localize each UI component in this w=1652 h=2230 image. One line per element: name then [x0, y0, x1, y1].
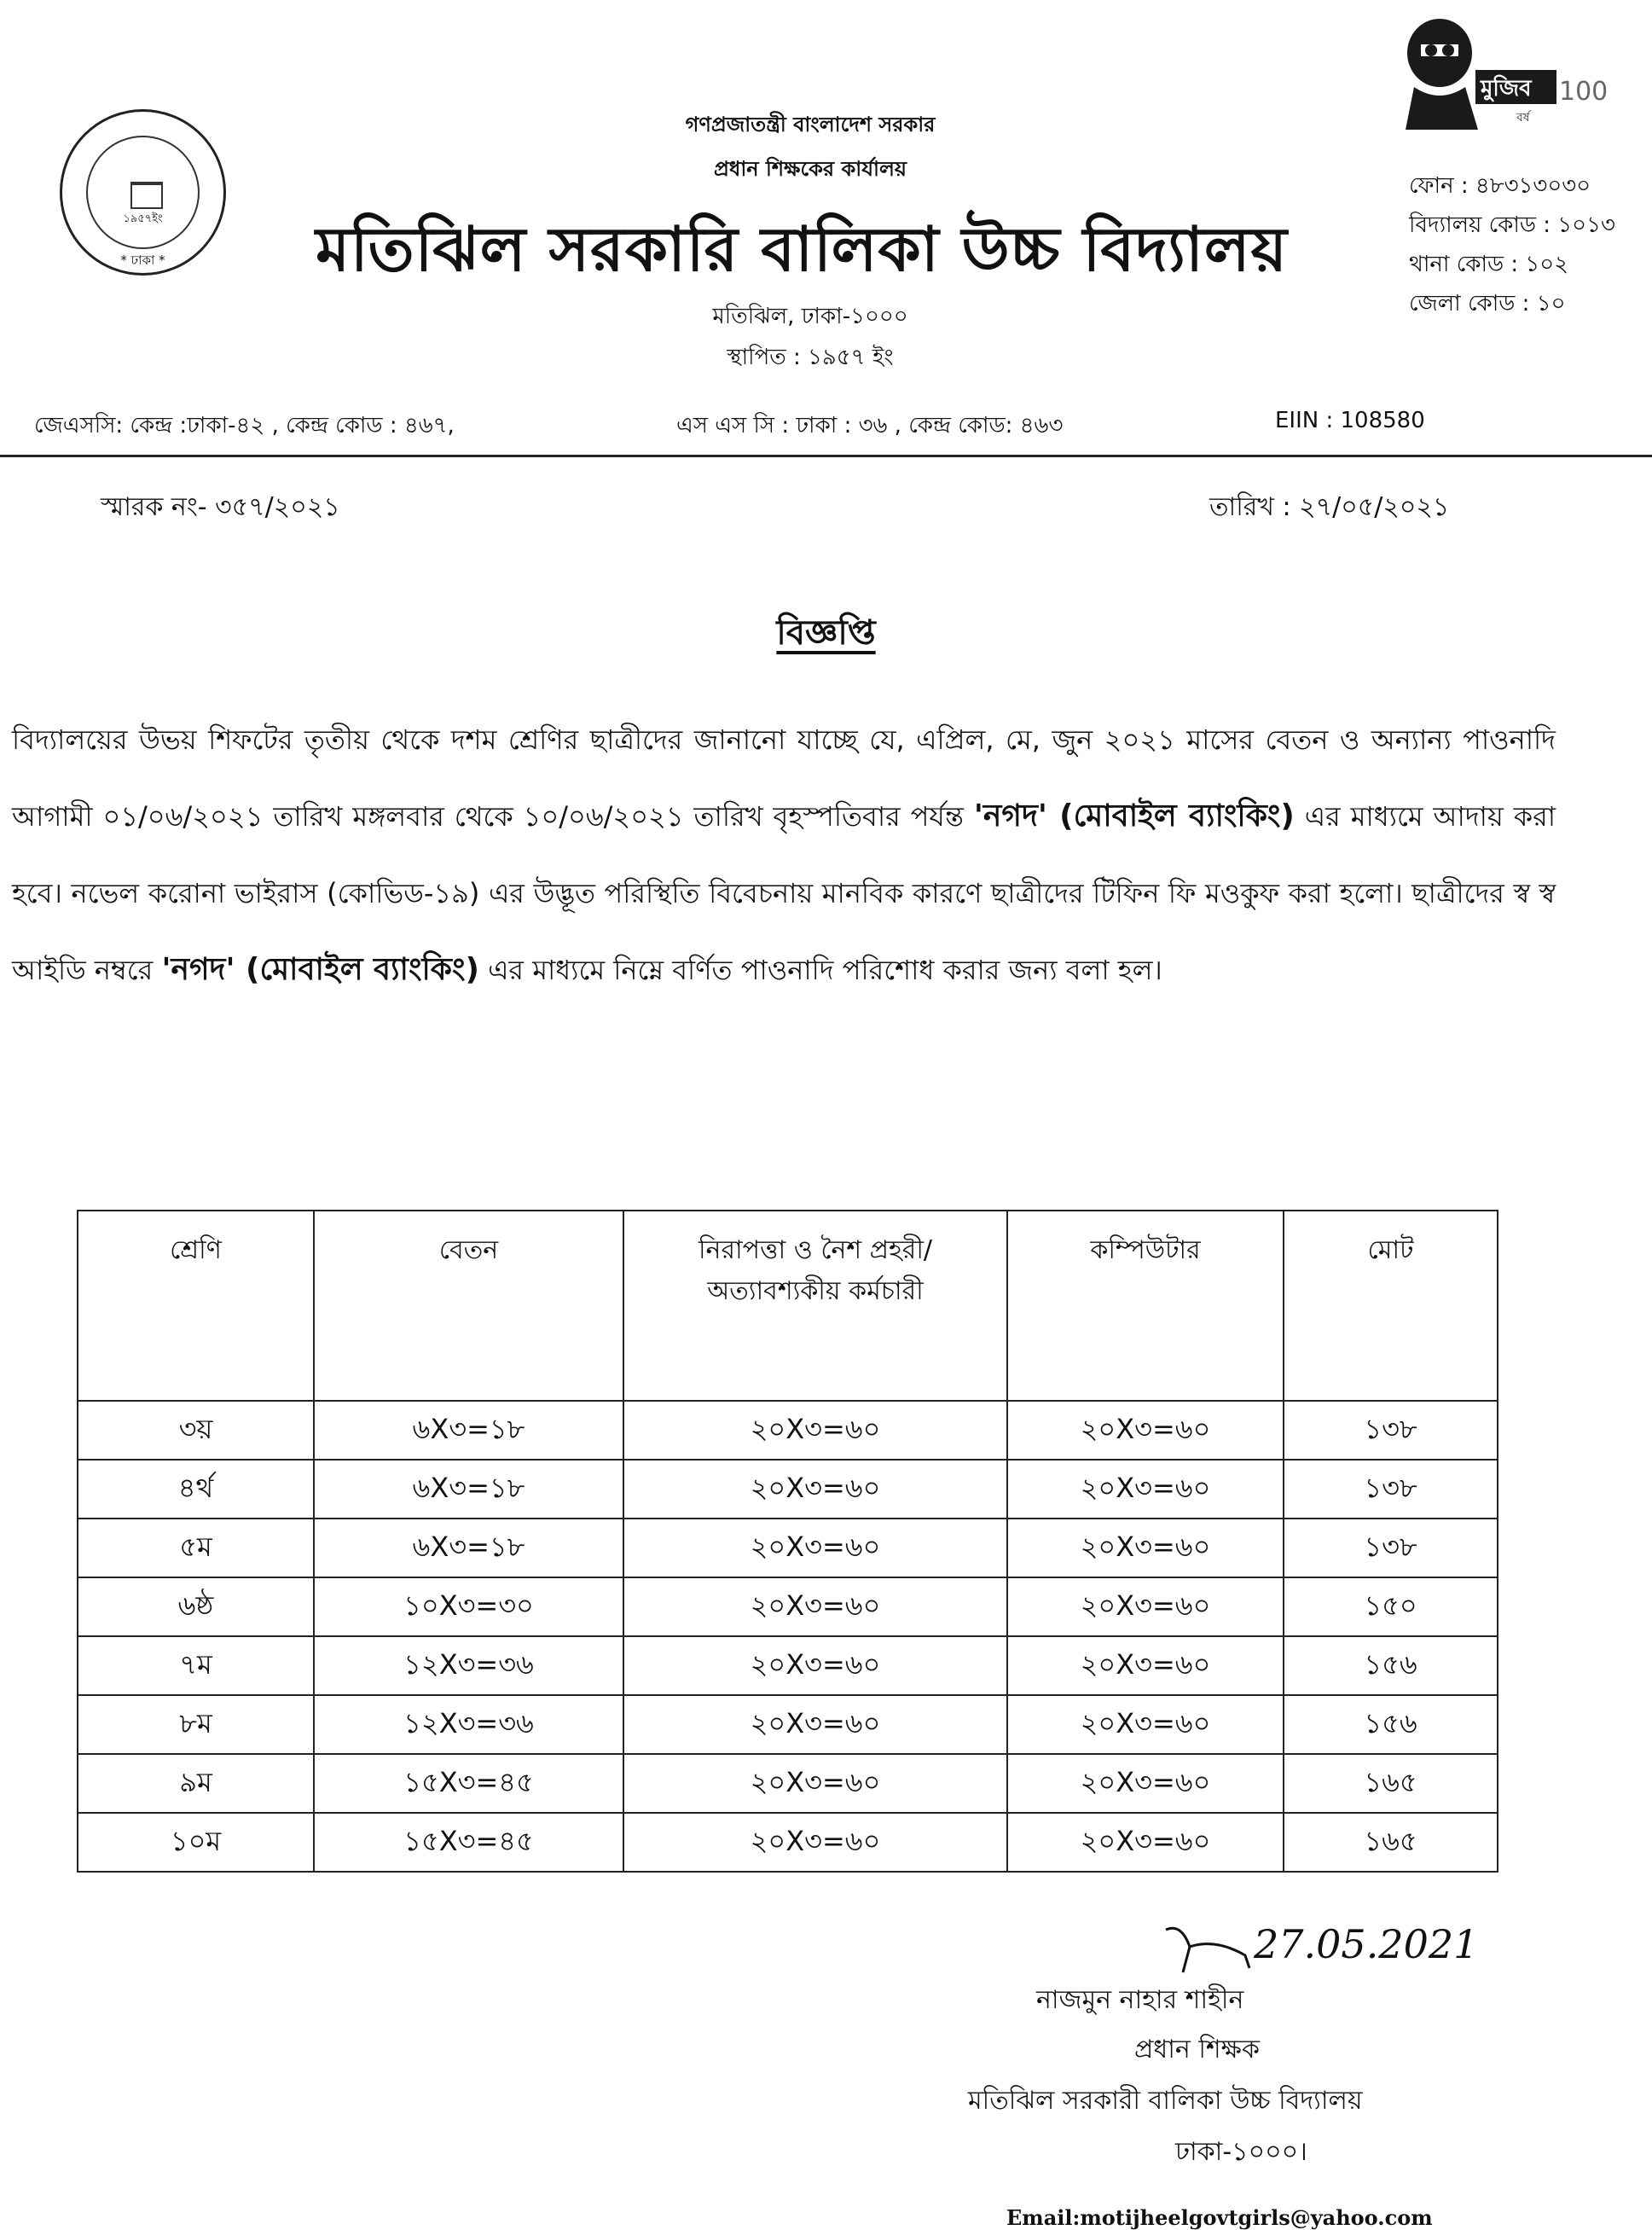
table-row — [78, 1695, 1498, 1754]
computer-cell: ২০X৩=৬০ — [1007, 1695, 1284, 1754]
notice-text-3: এর মাধ্যমে নিম্নে বর্ণিত পাওনাদি পরিশোধ করার জন্য বলা হল। — [478, 954, 1162, 986]
total-cell: ১৩৮ — [1284, 1460, 1498, 1519]
notice-heading — [0, 606, 1652, 663]
salary-cell: ১০X৩=৩০ — [314, 1577, 623, 1636]
total-cell: ১৫৬ — [1284, 1695, 1498, 1754]
salary-cell: ৬X৩=১৮ — [314, 1519, 623, 1577]
total-cell: ১৫০ — [1284, 1577, 1498, 1636]
table-row — [78, 1636, 1498, 1695]
fee-table — [77, 1210, 1498, 1873]
eiin-number: EIIN : 108580 — [1275, 408, 1425, 433]
class-cell: ৫ম — [78, 1519, 314, 1577]
total-cell: ১৬৫ — [1284, 1813, 1498, 1872]
security-cell: ২০X৩=৬০ — [623, 1636, 1007, 1695]
emblem-sub: বর্ষ — [1516, 111, 1530, 125]
signatory-city: ঢাকা-১০০০। — [1175, 2137, 1307, 2167]
government-line: গণপ্রজাতন্ত্রী বাংলাদেশ সরকার — [685, 113, 936, 136]
memo-date: তারিখ : ২৭/০৫/২০২১ — [1209, 492, 1450, 522]
security-cell: ২০X৩=৬০ — [623, 1577, 1007, 1636]
total-cell: ১৩৮ — [1284, 1519, 1498, 1577]
nagad-mention-2: 'নগদ' (মোবাইল ব্যাংকিং) — [161, 952, 479, 987]
signatory-name: নাজমুন নাহার শাহীন — [1036, 1985, 1244, 2015]
notice-text-2: এর মাধ্যমে আদায় করা হবে। নভেল করোনা ভাইরাস (কোভিড-১৯) এর উদ্ভূত পরিস্থিতি বিবেচনায় মানবিক কারণে ছাত্রীদের টিফিন ফি মওকুফ করা হলো। ছাত্রীদের স্ব স্ব আইডি নম্বরে — [12, 800, 1556, 986]
signatory-designation: প্রধান শিক্ষক — [1134, 2035, 1260, 2064]
established-year: স্থাপিত : ১৯৫৭ ইং — [727, 345, 894, 370]
computer-cell: ২০X৩=৬০ — [1007, 1754, 1284, 1813]
school-seal — [60, 109, 226, 276]
header-total: মোট — [1284, 1211, 1498, 1401]
table-row — [78, 1813, 1498, 1872]
class-cell: ৮ম — [78, 1695, 314, 1754]
salary-cell: ১৫X৩=৪৫ — [314, 1813, 623, 1872]
table-row — [78, 1460, 1498, 1519]
emblem-text: মুজিব — [1481, 76, 1532, 102]
salary-cell: ৬X৩=১৮ — [314, 1401, 623, 1460]
computer-cell: ২০X৩=৬০ — [1007, 1577, 1284, 1636]
school-name: মতিঝিল সরকারি বালিকা উচ্চ বিদ্যালয় — [316, 213, 1288, 285]
class-cell: ৪র্থ — [78, 1460, 314, 1519]
table-row — [78, 1754, 1498, 1813]
computer-cell: ২০X৩=৬০ — [1007, 1813, 1284, 1872]
security-cell: ২০X৩=৬০ — [623, 1695, 1007, 1754]
school-address: মতিঝিল, ঢাকা-১০০০ — [712, 304, 908, 329]
salary-cell: ১৫X৩=৪৫ — [314, 1754, 623, 1813]
signatory-school: মতিঝিল সরকারী বালিকা উচ্চ বিদ্যালয় — [968, 2086, 1363, 2116]
security-cell: ২০X৩=৬০ — [623, 1754, 1007, 1813]
class-cell: ৯ম — [78, 1754, 314, 1813]
signature-date: 27.05.2021 — [1254, 1921, 1479, 1967]
mujib-100-emblem — [1380, 10, 1636, 130]
fee-table-header — [78, 1211, 1498, 1401]
book-icon — [130, 182, 163, 209]
seal-year: ১৯৫৭ইং — [123, 212, 163, 225]
total-cell: ১৬৫ — [1284, 1754, 1498, 1813]
jsc-centre: জেএসসি: কেন্দ্র :ঢাকা-৪২ , কেন্দ্র কোড : ৪৬৭, — [34, 413, 455, 438]
security-cell: ২০X৩=৬০ — [623, 1519, 1007, 1577]
notice-heading-text: বিজ্ঞপ্তি — [776, 613, 876, 653]
school-code: বিদ্যালয় কোড : ১০১৩ — [1409, 212, 1615, 238]
phone-number: ফোন : ৪৮৩১৩০৩০ — [1409, 173, 1591, 199]
computer-cell: ২০X৩=৬০ — [1007, 1460, 1284, 1519]
computer-cell: ২০X৩=৬০ — [1007, 1636, 1284, 1695]
table-row — [78, 1577, 1498, 1636]
ssc-centre: এস এস সি : ঢাকা : ৩৬ , কেন্দ্র কোড: ৪৬৩ — [676, 413, 1064, 438]
header-divider — [0, 455, 1652, 457]
table-row — [78, 1401, 1498, 1460]
notice-body — [12, 701, 1556, 1008]
emblem-number: 100 — [1559, 77, 1609, 107]
total-cell: ১৩৮ — [1284, 1401, 1498, 1460]
office-line: প্রধান শিক্ষকের কার্যালয় — [713, 157, 907, 181]
seal-inner-ring — [86, 136, 200, 249]
header-class: শ্রেণি — [78, 1211, 314, 1401]
salary-cell: ৬X৩=১৮ — [314, 1460, 623, 1519]
contact-email: Email:motijheelgovtgirls@yahoo.com — [1006, 2205, 1433, 2230]
class-cell: ৬ষ্ঠ — [78, 1577, 314, 1636]
header-salary: বেতন — [314, 1211, 623, 1401]
computer-cell: ২০X৩=৬০ — [1007, 1401, 1284, 1460]
class-cell: ৭ম — [78, 1636, 314, 1695]
memo-number: স্মারক নং- ৩৫৭/২০২১ — [101, 492, 340, 522]
total-cell: ১৫৬ — [1284, 1636, 1498, 1695]
header-security-staff: নিরাপত্তা ও নৈশ প্রহরী/অত্যাবশ্যকীয় কর্মচারী — [623, 1211, 1007, 1401]
class-cell: ১০ম — [78, 1813, 314, 1872]
security-cell: ২০X৩=৬০ — [623, 1460, 1007, 1519]
table-row — [78, 1519, 1498, 1577]
header-computer: কম্পিউটার — [1007, 1211, 1284, 1401]
nagad-mention-1: 'নগদ' (মোবাইল ব্যাংকিং) — [973, 799, 1295, 833]
security-cell: ২০X৩=৬০ — [623, 1813, 1007, 1872]
notice-text-1: বিদ্যালয়ের উভয় শিফটের তৃতীয় থেকে দশম শ্রেণির ছাত্রীদের জানানো যাচ্ছে যে, এপ্রিল, মে, জুন ২০২১ মাসের বেতন ও অন্যান্য পাওনাদি আগামী ০১/০৬/২০২১ তারিখ মঙ্গলবার থেকে ১০/০৬/২০২১ তারিখ বৃহস্পতিবার পর্যন্ত — [12, 723, 1556, 833]
salary-cell: ১২X৩=৩৬ — [314, 1636, 623, 1695]
thana-code: থানা কোড : ১০২ — [1409, 252, 1569, 277]
salary-cell: ১২X৩=৩৬ — [314, 1695, 623, 1754]
class-cell: ৩য় — [78, 1401, 314, 1460]
security-cell: ২০X৩=৬০ — [623, 1401, 1007, 1460]
district-code: জেলা কোড : ১০ — [1409, 291, 1566, 316]
seal-place: * ঢাকা * — [120, 253, 165, 268]
computer-cell: ২০X৩=৬০ — [1007, 1519, 1284, 1577]
